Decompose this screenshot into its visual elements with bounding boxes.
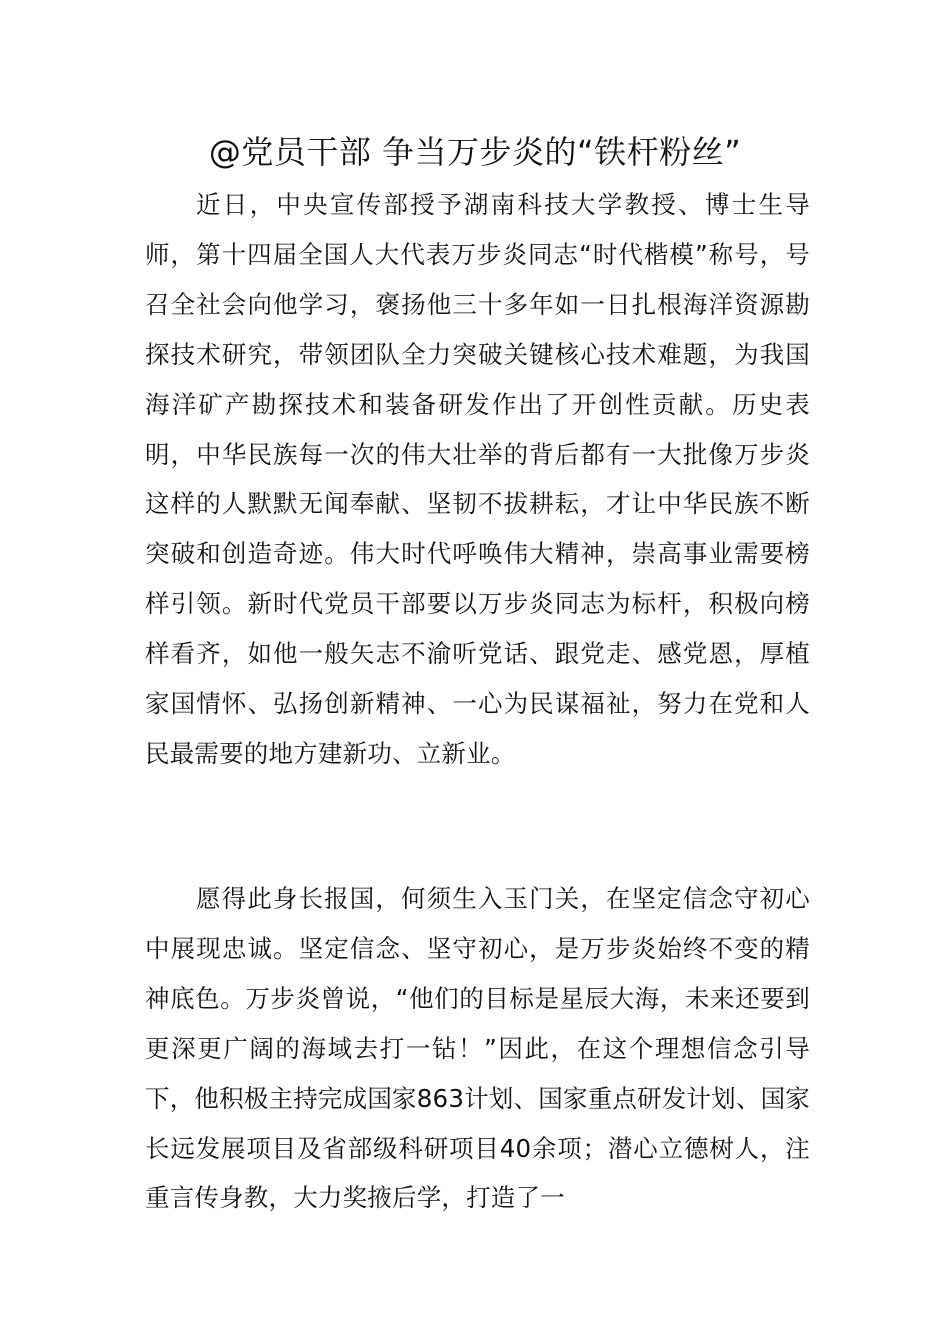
paragraph-2: 愿得此身长报国，何须生入玉门关，在坚定信念守初心中展现忠诚。坚定信念、坚守初心，是万步炎始终不变的精神底色。万步炎曾说，“他们的目标是星辰大海，未来还要到更深更广阔的海域去打一钻！”因此，在这个理想信念引导下，他积极主持完成国家863计划、国家重点研发计划、国家长远发展项目及省部级科研项目40余项；潜心立德树人，注重言传身教，大力奖掖后学，打造了一 [145,884,810,1213]
document-title: @党员干部 争当万步炎的“铁杆粉丝” [208,133,742,171]
paragraph-1: 近日，中央宣传部授予湖南科技大学教授、博士生导师，第十四届全国人大代表万步炎同志“时代楷模”称号，号召全社会向他学习，褒扬他三十多年如一日扎根海洋资源勘探技术研究，带领团队全力突破关键核心技术难题，为我国海洋矿产勘探技术和装备研发作出了开创性贡献。历史表明，中华民族每一次的伟大壮举的背后都有一大批像万步炎这样的人默默无闻奉献、坚韧不拔耕耘，才让中华民族不断突破和创造奇迹。伟大时代呼唤伟大精神，崇高事业需要榜样引领。新时代党员干部要以万步炎同志为标杆，积极向榜样看齐，如他一般矢志不渝听党话、跟党走、感党恩，厚植家国情怀、弘扬创新精神、一心为民谋福祉，努力在党和人民最需要的地方建新功、立新业。 [145,190,810,768]
